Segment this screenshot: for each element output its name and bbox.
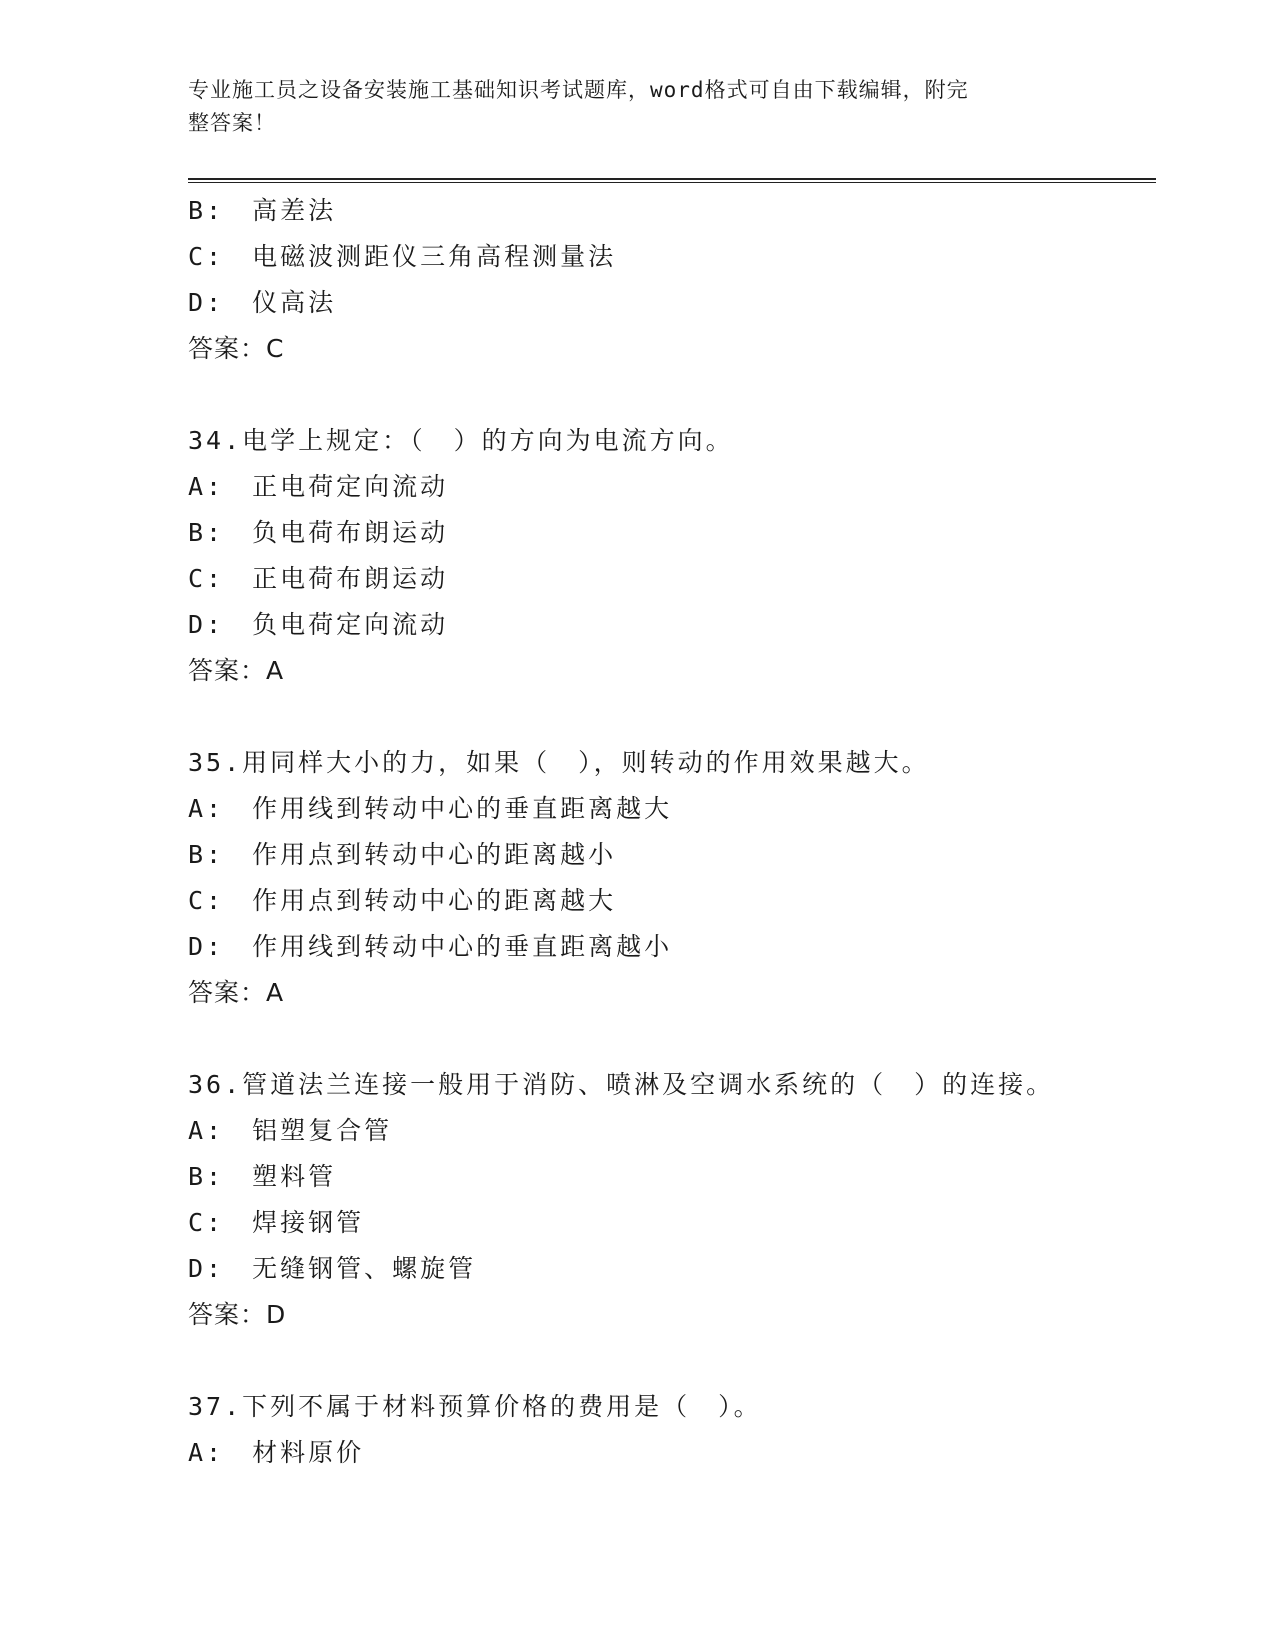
option-b: B: 高差法 [188,196,337,225]
option-c: C: 电磁波测距仪三角高程测量法 [188,242,617,271]
option-c: C: 作用点到转动中心的距离越大 [188,886,617,915]
answer-text: 答案：C [188,334,285,363]
option-c: C: 正电荷布朗运动 [188,564,449,593]
option-d: D: 仪高法 [188,288,337,317]
option-b: B: 作用点到转动中心的距离越小 [188,840,617,869]
answer-text: 答案：A [188,978,285,1007]
question-stem: 36.管道法兰连接一般用于消防、喷淋及空调水系统的（ ）的连接。 [188,1070,1055,1099]
header-line-2: 整答案！ [188,111,276,135]
option-a: A: 正电荷定向流动 [188,472,449,501]
question-stem: 34.电学上规定：（ ）的方向为电流方向。 [188,426,734,455]
option-d: D: 负电荷定向流动 [188,610,449,639]
option-d: D: 无缝钢管、螺旋管 [188,1254,477,1283]
header-line-1: 专业施工员之设备安装施工基础知识考试题库，word格式可自由下载编辑，附完 [188,78,969,102]
option-a: A: 作用线到转动中心的垂直距离越大 [188,794,673,823]
header-divider-thin [188,182,1156,183]
question-stem: 35.用同样大小的力，如果（ ），则转动的作用效果越大。 [188,748,930,777]
option-a: A: 材料原价 [188,1438,365,1467]
option-a: A: 铝塑复合管 [188,1116,393,1145]
option-c: C: 焊接钢管 [188,1208,365,1237]
option-b: B: 塑料管 [188,1162,337,1191]
question-list [188,188,1148,1476]
answer-text: 答案：A [188,656,285,685]
question-stem: 37.下列不属于材料预算价格的费用是（ ）。 [188,1392,762,1421]
option-b: B: 负电荷布朗运动 [188,518,449,547]
header-divider-thick [188,178,1156,180]
answer-text: 答案：D [188,1300,287,1329]
document-header [188,74,1068,140]
option-d: D: 作用线到转动中心的垂直距离越小 [188,932,673,961]
